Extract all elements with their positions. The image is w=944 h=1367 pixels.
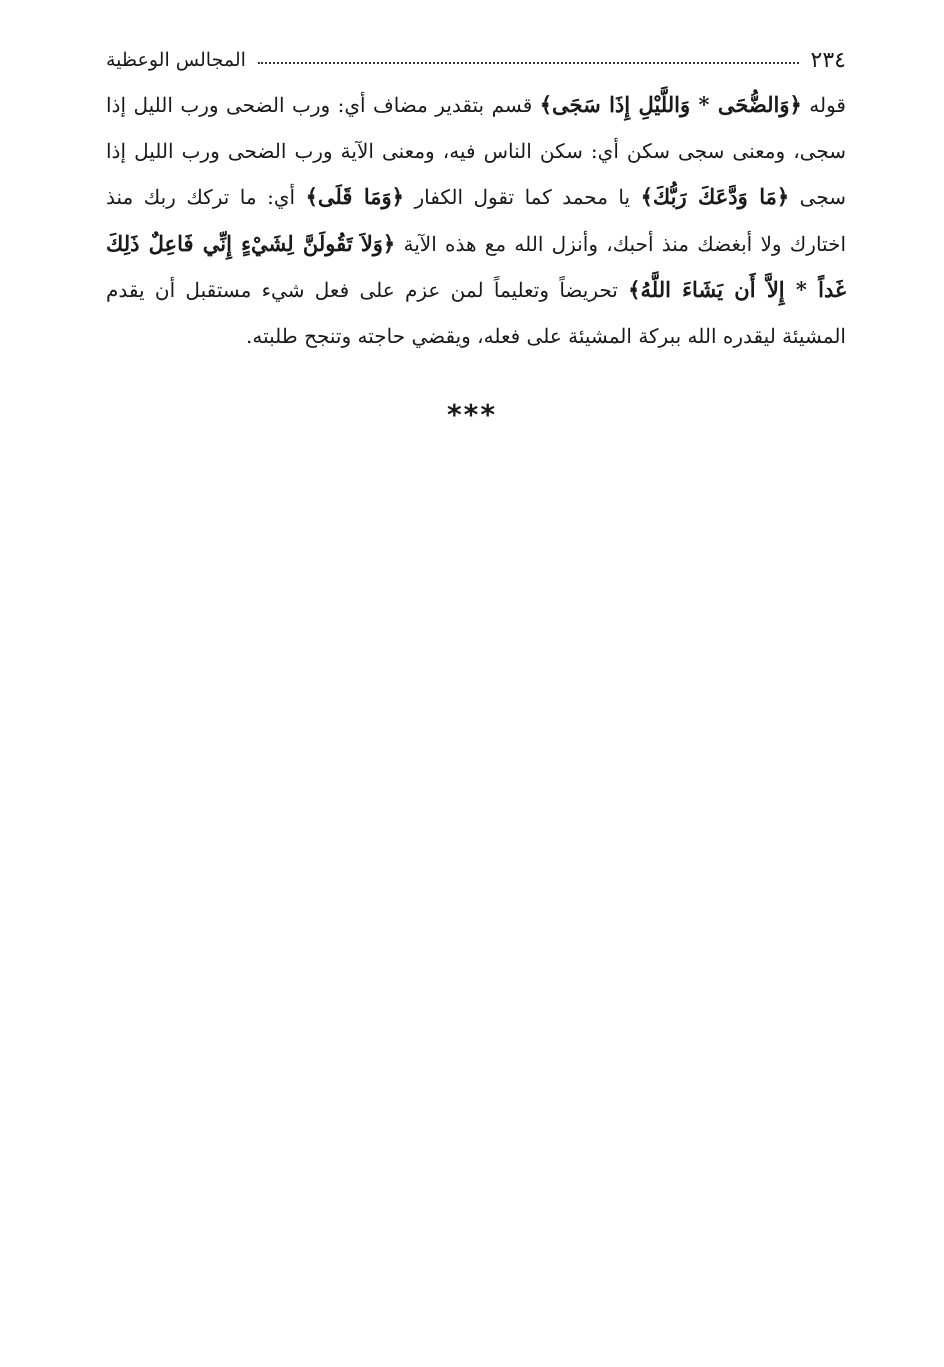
body-paragraph bbox=[106, 82, 846, 359]
running-header bbox=[106, 40, 846, 80]
text-segment: ما تركك ربك منذ اختارك ولا أبغضك منذ أحبك، وأنزل الله مع هذه الآية bbox=[106, 185, 846, 256]
text-segment: فعل شيء مستقبل أن يقدم المشيئة ليقدره الله ببركة المشيئة على فعله، ويقضي حاجته bbox=[106, 278, 846, 348]
text-segment: تحريضاً وتعليماً لمن عزم على bbox=[359, 278, 629, 302]
quran-quote: ﴿وَالضُّحَى * وَاللَّيْلِ إِذَا سَجَى﴾ bbox=[539, 92, 802, 117]
quran-quote: ﴿مَا وَدَّعَكَ رَبُّكَ﴾ bbox=[640, 184, 790, 209]
text-segment: ورب الليل إذا سجى bbox=[106, 138, 847, 209]
text-segment: الليل إذا سجى، ومعنى سجى سكن أي: سكن الناس فيه، ومعنى الآية ورب الضحى bbox=[106, 93, 846, 163]
header-dotted-rule bbox=[258, 62, 799, 64]
text-segment: قوله bbox=[801, 93, 846, 117]
quran-quote: ﴿وَمَا قَلَى﴾ bbox=[305, 184, 404, 209]
page-number: ٢٣٤ bbox=[810, 47, 846, 73]
text-segment: يا محمد كما تقول الكفار bbox=[403, 185, 641, 209]
book-title: المجالس الوعظية bbox=[106, 49, 246, 71]
quran-quote: تَقُولَنَّ لِشَيْءٍ إِنِّي فَاعِلٌ ذَلِكَ غَداً * إِلاَّ أَن يَشَاءَ اللَّهُ﴾ bbox=[106, 230, 846, 302]
quran-quote: ﴿وَلاَ bbox=[360, 230, 396, 256]
text-segment: قسم بتقدير مضاف أي: ورب الضحى ورب bbox=[180, 93, 540, 117]
text-segment: أي: bbox=[267, 185, 306, 209]
text-segment: وتنجح طلبته. bbox=[246, 323, 352, 348]
section-separator: *** bbox=[447, 398, 497, 431]
